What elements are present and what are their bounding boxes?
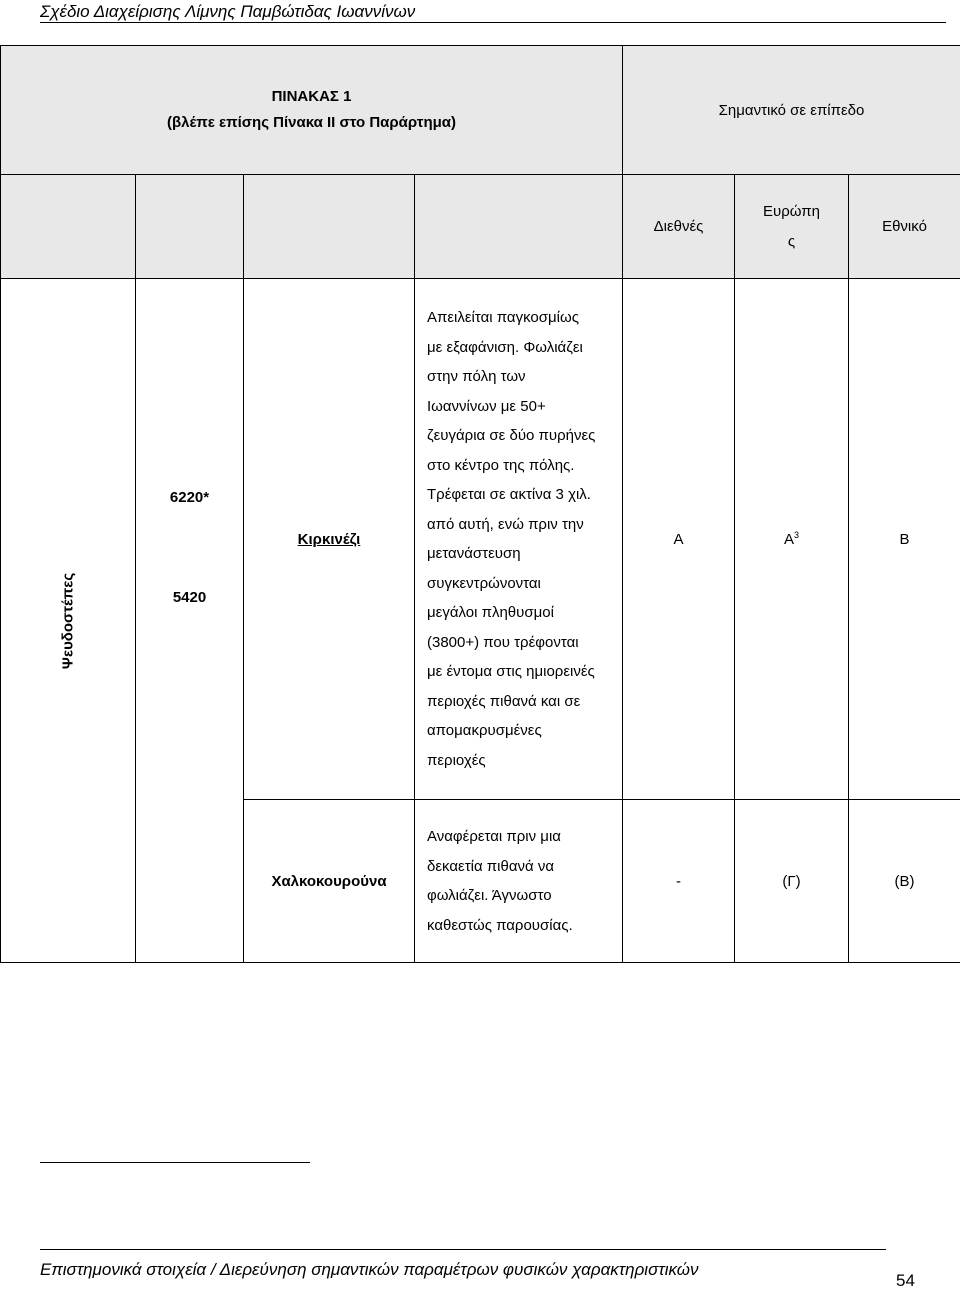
note-line: (3800+) που τρέφονται xyxy=(427,633,579,651)
european-status: (Γ) xyxy=(735,800,849,963)
note-line: στο κέντρο της πόλης. xyxy=(427,456,575,474)
notes-cell xyxy=(415,279,623,800)
note-line: στην πόλη των xyxy=(427,368,526,385)
footnote-separator xyxy=(40,1162,310,1163)
habitat-code: 6220* xyxy=(169,489,210,506)
note-line: μεγάλοι πληθυσμοί xyxy=(427,604,554,621)
group-label: Ψευδοστέπες xyxy=(59,572,77,669)
note-line: Απειλείται παγκοσμίως xyxy=(427,309,579,326)
national-status: Β xyxy=(849,279,960,800)
species-name: Κιρκινέζι xyxy=(297,530,361,548)
national-status: (Β) xyxy=(849,800,960,963)
european-status-footnote: 3 xyxy=(794,530,800,540)
note-line: περιοχές xyxy=(427,751,486,769)
note-line: με εξαφάνιση. Φωλιάζει xyxy=(427,338,583,356)
habitat-species-table xyxy=(0,45,960,963)
group-label-cell xyxy=(1,279,136,963)
empty-header-cell xyxy=(1,175,136,279)
empty-header-cell xyxy=(244,175,415,279)
note-line: Αναφέρεται πριν μια xyxy=(427,828,561,845)
note-line: δεκαετία πιθανά να xyxy=(427,857,555,875)
col-european-line2: ς xyxy=(787,232,796,250)
species-name: Χαλκοκουρούνα xyxy=(244,800,415,963)
note-line: μετανάστευση xyxy=(427,545,521,562)
col-european-line1: Ευρώπη xyxy=(763,202,820,220)
col-national-header: Εθνικό xyxy=(849,175,960,279)
note-line: απομακρυσμένες xyxy=(427,722,542,739)
note-line: από αυτή, ενώ πριν την xyxy=(427,515,584,533)
notes-cell xyxy=(415,800,623,963)
note-line: με έντομα στις ημιορεινές xyxy=(427,663,595,680)
note-line: καθεστώς παρουσίας. xyxy=(427,916,573,934)
page-footer: Επιστημονικά στοιχεία / Διερεύνηση σημαντικών παραμέτρων φυσικών χαρακτηριστικών xyxy=(40,1260,699,1279)
note-line: περιοχές πιθανά και σε xyxy=(427,692,581,710)
species-cell xyxy=(244,279,415,800)
col-european-header xyxy=(735,175,849,279)
european-status xyxy=(735,279,849,800)
col-international-header: Διεθνές xyxy=(623,175,735,279)
european-status-value: Α xyxy=(783,531,794,548)
note-line: συγκεντρώνονται xyxy=(427,574,541,592)
table-title-cell xyxy=(1,46,623,175)
international-status: - xyxy=(623,800,735,963)
note-line: Ιωαννίνων με 50+ xyxy=(427,397,546,415)
table-title: ΠΙΝΑΚΑΣ 1 xyxy=(271,88,352,105)
header-divider xyxy=(40,22,946,23)
empty-header-cell xyxy=(415,175,623,279)
habitat-code: 5420 xyxy=(172,589,207,606)
international-status: Α xyxy=(623,279,735,800)
page-number: 54 xyxy=(896,1271,915,1290)
significance-header: Σημαντικό σε επίπεδο xyxy=(623,46,960,175)
note-line: φωλιάζει. Άγνωστο xyxy=(427,887,552,904)
note-line: Τρέφεται σε ακτίνα 3 χιλ. xyxy=(427,486,591,503)
footer-divider xyxy=(40,1249,886,1250)
habitat-codes-cell xyxy=(136,279,244,963)
page-header: Σχέδιο Διαχείρισης Λίμνης Παμβώτιδας Ιωαννίνων xyxy=(40,2,416,21)
empty-header-cell xyxy=(136,175,244,279)
note-line: ζευγάρια σε δύο πυρήνες xyxy=(427,427,596,444)
table-subtitle: (βλέπε επίσης Πίνακα ΙΙ στο Παράρτημα) xyxy=(166,114,457,131)
